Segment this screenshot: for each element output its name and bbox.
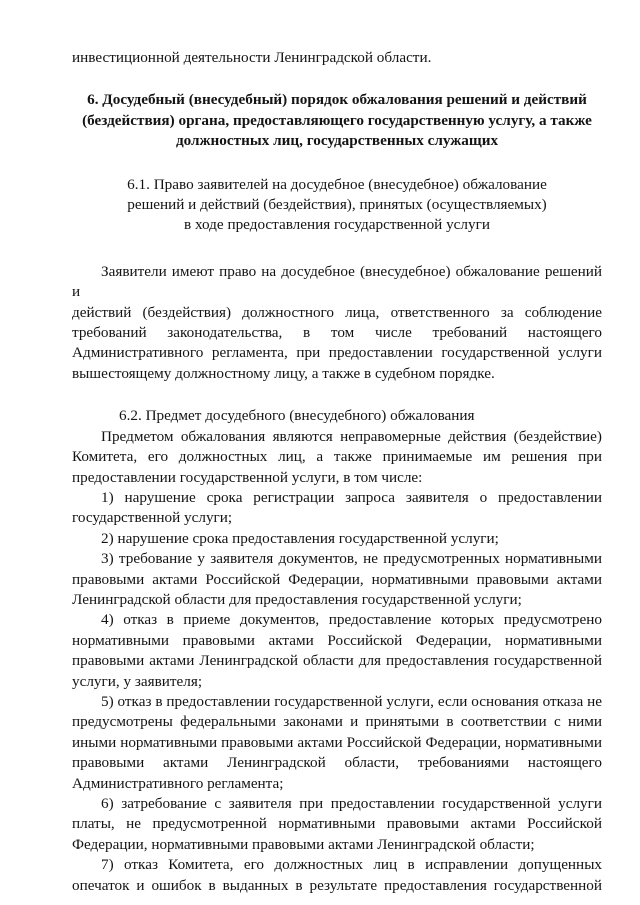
list-item-line: государственной услуги; bbox=[72, 509, 233, 527]
list-item-line: Ленинградской области для предоставления государственной услуги; bbox=[72, 590, 522, 608]
paragraph-line: требований законодательства, в том числе требований настоящего bbox=[72, 324, 602, 342]
paragraph-line: Комитета, его должностных лиц, а также принимаемые им решения при bbox=[72, 448, 602, 466]
subsection-6-1-heading bbox=[72, 175, 602, 236]
paragraph-6-2-intro bbox=[72, 427, 602, 488]
paragraph-line: вышестоящему должностному лицу, а также в судебном порядке. bbox=[72, 364, 495, 382]
list-item-line: Федерации, нормативными правовыми актами Ленинградской области; bbox=[72, 835, 535, 853]
list-item-line: предусмотрены федеральными законами и принятыми в соответствии с ними bbox=[72, 713, 602, 731]
list-item-line: правовыми актами Ленинградской области, требованиями настоящего bbox=[72, 754, 602, 772]
list-item-line: опечаток и ошибок в выданных в результате предоставления государственной bbox=[72, 876, 602, 894]
list-item-line: правовыми актами Ленинградской области для предоставления государственной bbox=[72, 652, 602, 670]
list-item-line: 7) отказ Комитета, его должностных лиц в исправлении допущенных bbox=[101, 856, 602, 874]
subsection-6-1-heading-line: 6.1. Право заявителей на досудебное (внесудебное) обжалование bbox=[127, 175, 547, 193]
list-item-5 bbox=[72, 692, 602, 794]
subsection-6-2-heading: 6.2. Предмет досудебного (внесудебного) обжалования bbox=[119, 407, 475, 425]
list-item-line: нормативными правовыми актами Российской Федерации, нормативными bbox=[72, 631, 602, 649]
list-item-4 bbox=[72, 610, 602, 692]
list-item-line: иными нормативными правовыми актами Российской Федерации, нормативными bbox=[72, 733, 602, 751]
list-item-2 bbox=[72, 529, 602, 549]
list-item-1 bbox=[72, 488, 602, 529]
subsection-6-1-heading-line: решений и действий (бездействия), принятых (осуществляемых) bbox=[127, 196, 547, 214]
list-item-line: 3) требование у заявителя документов, не предусмотренных нормативными bbox=[101, 550, 602, 568]
subsection-6-1-heading-line: в ходе предоставления государственной услуги bbox=[184, 216, 490, 234]
section-6-heading bbox=[72, 90, 602, 151]
list-item-line: 2) нарушение срока предоставления государственной услуги; bbox=[101, 529, 499, 547]
list-item-3 bbox=[72, 549, 602, 610]
paragraph-line: Административного регламента, при предоставлении государственной услуги bbox=[72, 344, 602, 362]
list-item-line: Административного регламента; bbox=[72, 774, 284, 792]
list-item-line: 4) отказ в приеме документов, предоставление которых предусмотрено bbox=[101, 611, 602, 629]
paragraph-line: действий (бездействия) должностного лица, ответственного за соблюдение bbox=[72, 303, 602, 321]
section-6-heading-line: (бездействия) органа, предоставляющего государственную услугу, а также bbox=[82, 111, 592, 129]
document-page bbox=[72, 48, 602, 896]
list-item-line: 1) нарушение срока регистрации запроса заявителя о предоставлении bbox=[101, 488, 602, 506]
list-item-line: 6) затребование с заявителя при предоставлении государственной услуги bbox=[101, 795, 602, 812]
list-item-line: платы, не предусмотренной нормативными правовыми актами Российской bbox=[72, 815, 602, 833]
paragraph-line: предоставлении государственной услуги, в том числе: bbox=[72, 468, 423, 486]
list-item-6 bbox=[72, 794, 602, 855]
paragraph-6-1 bbox=[72, 262, 602, 384]
list-item-line: правовыми актами Российской Федерации, нормативными правовыми актами bbox=[72, 570, 602, 588]
section-6-heading-line: 6. Досудебный (внесудебный) порядок обжалования решений и действий bbox=[87, 91, 587, 109]
continuation-line: инвестиционной деятельности Ленинградской области. bbox=[72, 49, 432, 66]
list-item-7 bbox=[72, 855, 602, 896]
list-item-line: 5) отказ в предоставлении государственной услуги, если основания отказа не bbox=[101, 692, 602, 710]
section-6-heading-line: должностных лиц, государственных служащих bbox=[175, 132, 499, 150]
list-item-line: услуги, у заявителя; bbox=[72, 672, 203, 690]
paragraph-line: Предметом обжалования являются неправомерные действия (бездействие) bbox=[101, 427, 602, 445]
paragraph-line: Заявители имеют право на досудебное (внесудебное) обжалование решений и bbox=[72, 262, 602, 301]
